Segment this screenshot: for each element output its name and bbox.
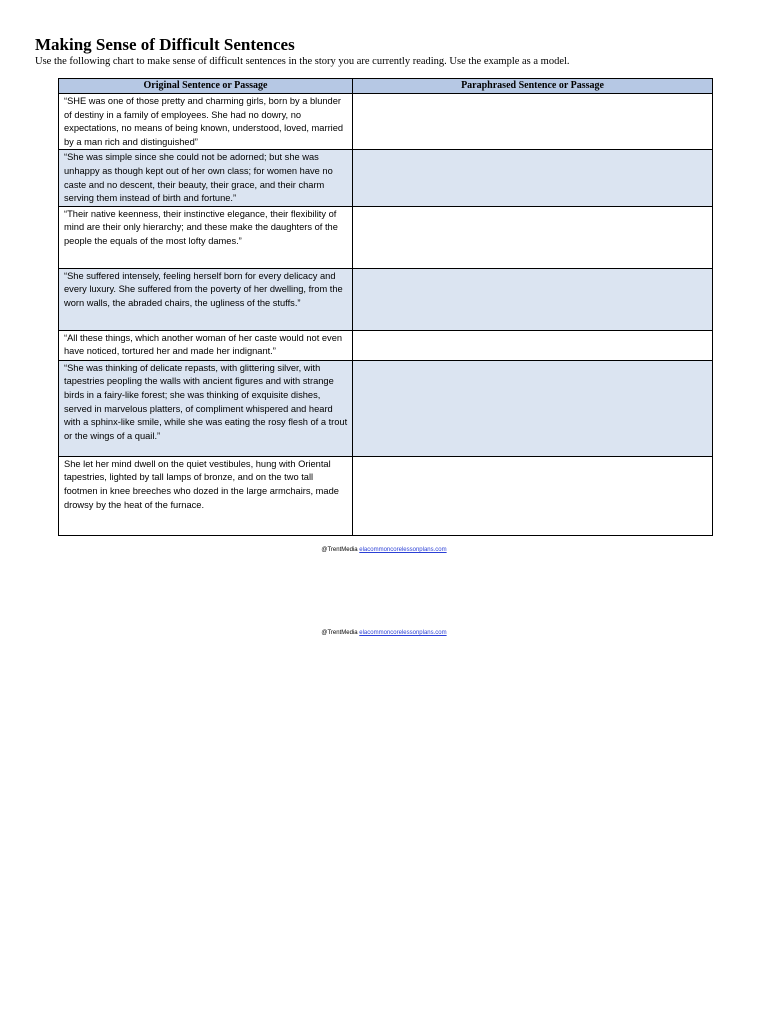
- table-row: [59, 268, 713, 330]
- table-row: [59, 330, 713, 360]
- original-passage-text: “SHE was one of those pretty and charming girls, born by a blunder of destiny in a family of employees. She had no dowry, no expectations, no means of being known, understood, loved, married by a man rich and distinguished”: [64, 96, 344, 147]
- original-passage-text: “She was thinking of delicate repasts, with glittering silver, with tapestries peopling the walls with ancient figures and with strange birds in a fairy-like forest; she was thinking of exquisite dishes, served in marvelous platters, of compliment whispered and heard with a sphinx-like smile, while she was eating the rosy flesh of a trout or the wings of a quail.”: [64, 362, 348, 441]
- original-passage-cell: [59, 150, 353, 206]
- paraphrase-cell[interactable]: [353, 330, 713, 360]
- paraphrase-cell[interactable]: [353, 360, 713, 456]
- header-paraphrased: Paraphrased Sentence or Passage: [353, 79, 713, 94]
- original-passage-cell: [59, 268, 353, 330]
- header-original: Original Sentence or Passage: [59, 79, 353, 94]
- table-row: [59, 94, 713, 150]
- original-passage-text: “All these things, which another woman of her caste would not even have noticed, tortured her and made her indignant.”: [64, 332, 343, 357]
- original-passage-cell: [59, 206, 353, 268]
- footer-credit: [0, 546, 768, 554]
- paraphrase-cell[interactable]: [353, 94, 713, 150]
- table-row: [59, 456, 713, 535]
- table-row: [59, 150, 713, 206]
- original-passage-cell: [59, 330, 353, 360]
- footer-credit: [0, 629, 768, 637]
- footer-link[interactable]: elacommoncorelessonplans.com: [359, 630, 447, 636]
- original-passage-cell: [59, 94, 353, 150]
- sentence-chart: [58, 78, 713, 536]
- paraphrase-cell[interactable]: [353, 268, 713, 330]
- original-passage-text: “Their native keenness, their instinctive elegance, their flexibility of mind are their only hierarchy; and these make the daughters of the people the equals of the most lofty dames.”: [64, 208, 338, 246]
- footer-link[interactable]: elacommoncorelessonplans.com: [359, 547, 447, 553]
- original-passage-text: She let her mind dwell on the quiet vestibules, hung with Oriental tapestries, lighted by tall lamps of bronze, and on the two tall footmen in knee breeches who dozed in the large armchairs, made drowsy by the heat of the furnace.: [64, 458, 339, 510]
- paraphrase-cell[interactable]: [353, 150, 713, 206]
- paraphrase-cell[interactable]: [353, 456, 713, 535]
- table-row: [59, 206, 713, 268]
- footer-credit-text: @TrentMedia: [321, 630, 360, 636]
- original-passage-cell: [59, 456, 353, 535]
- instructions-text: Use the following chart to make sense of difficult sentences in the story you are currently reading. Use the example as a model.: [35, 56, 570, 67]
- original-passage-text: “She was simple since she could not be adorned; but she was unhappy as though kept out of her own class; for women have no caste and no descent, their beauty, their grace, and their charm serving them instead of birth and fortune.”: [64, 152, 333, 204]
- footer-credit-text: @TrentMedia: [321, 547, 360, 553]
- header-row: [59, 79, 713, 94]
- paraphrase-cell[interactable]: [353, 206, 713, 268]
- original-passage-text: “She suffered intensely, feeling herself born for every delicacy and every luxury. She suffered from the poverty of her dwelling, from the worn walls, the abraded chairs, the ugliness of the stuffs.”: [64, 270, 343, 308]
- table-row: [59, 360, 713, 456]
- page-title: Making Sense of Difficult Sentences: [35, 35, 295, 54]
- original-passage-cell: [59, 360, 353, 456]
